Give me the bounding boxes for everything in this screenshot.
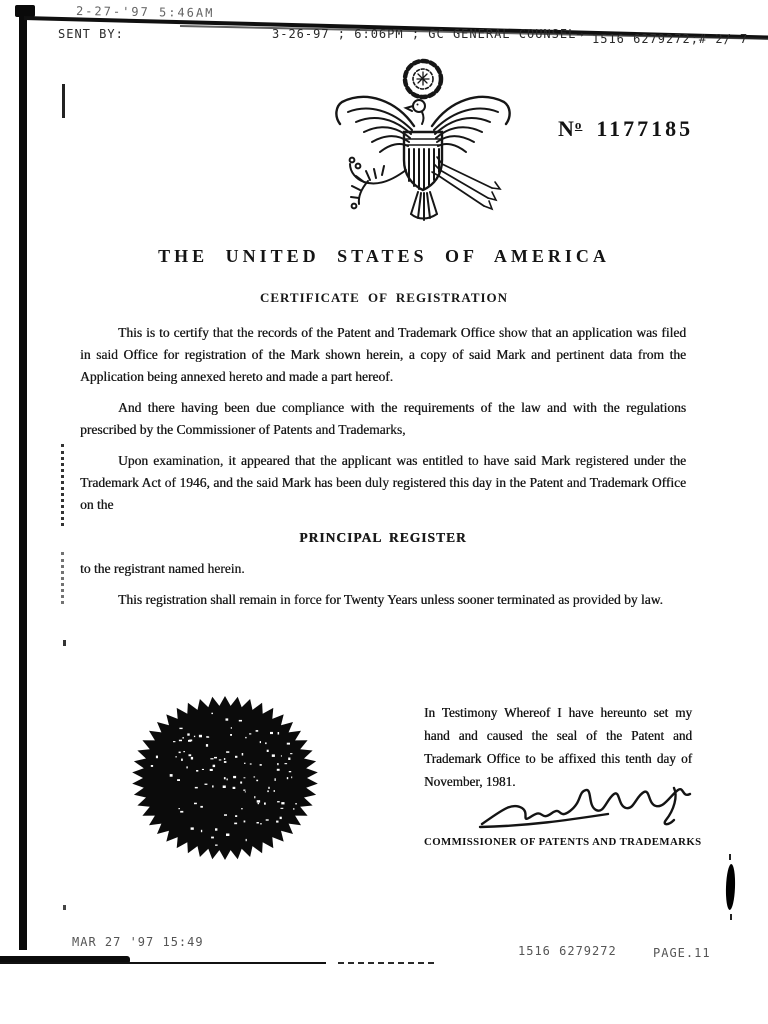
scan-artifact-dots xyxy=(61,444,64,526)
fax-footer-rule-dashed xyxy=(338,962,434,964)
certificate-body xyxy=(80,322,686,620)
fax-datetime-sender xyxy=(272,27,585,41)
scan-artifact-dots xyxy=(61,552,64,604)
embossed-office-seal xyxy=(128,696,324,866)
scan-artifact-smudge xyxy=(725,864,736,910)
certificate-paragraph-3: Upon examination, it appeared that the applicant was entitled to have said Mark registered under the Trademark Act of 1946, and the said Mark has been duly registered this day in the Patent and Trademark Office on the xyxy=(80,453,686,512)
document-title: THE UNITED STATES OF AMERICA xyxy=(158,246,610,266)
testimony-text: In Testimony Whereof I have hereunto set my hand and caused the seal of the Patent and Trademark Office to be affixed this tenth day of November, 1981. xyxy=(424,705,692,789)
faint-fax-timestamp: 2-27-'97 5:46AM xyxy=(75,4,215,20)
registration-number-ordinal: o xyxy=(574,117,583,132)
fax-footer-id: 1516 6279272 xyxy=(518,944,617,958)
certificate-paragraph-4: to the registrant named herein. xyxy=(80,561,245,576)
fax-footer-timestamp: MAR 27 '97 15:49 xyxy=(72,935,204,949)
fax-sender: GC GENERAL COUNSEL→ xyxy=(428,27,585,41)
registration-number xyxy=(558,116,693,142)
registration-number-value: 1177185 xyxy=(596,116,694,141)
fax-footer-rule xyxy=(0,962,326,964)
scan-artifact-dot xyxy=(63,905,66,910)
commissioner-signature xyxy=(478,780,703,832)
certificate-paragraph-5: This registration shall remain in force for Twenty Years unless sooner terminated as provided by law. xyxy=(118,592,663,607)
certificate-paragraph-2: And there having been due compliance with the requirements of the law and with the regulations prescribed by the Commissioner of Patents and Trademarks, xyxy=(80,400,686,437)
registration-number-prefix: N xyxy=(558,116,575,141)
scan-edge-bar xyxy=(19,6,27,950)
certificate-paragraph-1: This is to certify that the records of the Patent and Trademark Office show that an application was filed in said Office for registration of the Mark shown herein, a copy of said Mark and pertinent data from the Application being annexed hereto and made a part hereof. xyxy=(80,325,686,384)
fax-footer-page: PAGE.11 xyxy=(653,946,711,960)
fax-sent-by-label: SENT BY: xyxy=(58,27,124,41)
scan-artifact-dash xyxy=(62,84,65,118)
principal-register-heading: PRINCIPAL REGISTER xyxy=(299,530,467,545)
scan-artifact-dot xyxy=(729,854,731,860)
commissioner-title: COMMISSIONER OF PATENTS AND TRADEMARKS xyxy=(424,836,702,848)
scan-artifact-dot xyxy=(63,640,66,646)
document-subtitle: CERTIFICATE OF REGISTRATION xyxy=(259,290,509,305)
fax-id-page: 1516 6279272;# 2/ 7 xyxy=(592,32,749,46)
great-seal-eagle-icon xyxy=(318,54,528,239)
scan-artifact-dot xyxy=(730,914,732,920)
fax-datetime: 3-26-97 ; 6:06PM ; xyxy=(272,27,421,41)
